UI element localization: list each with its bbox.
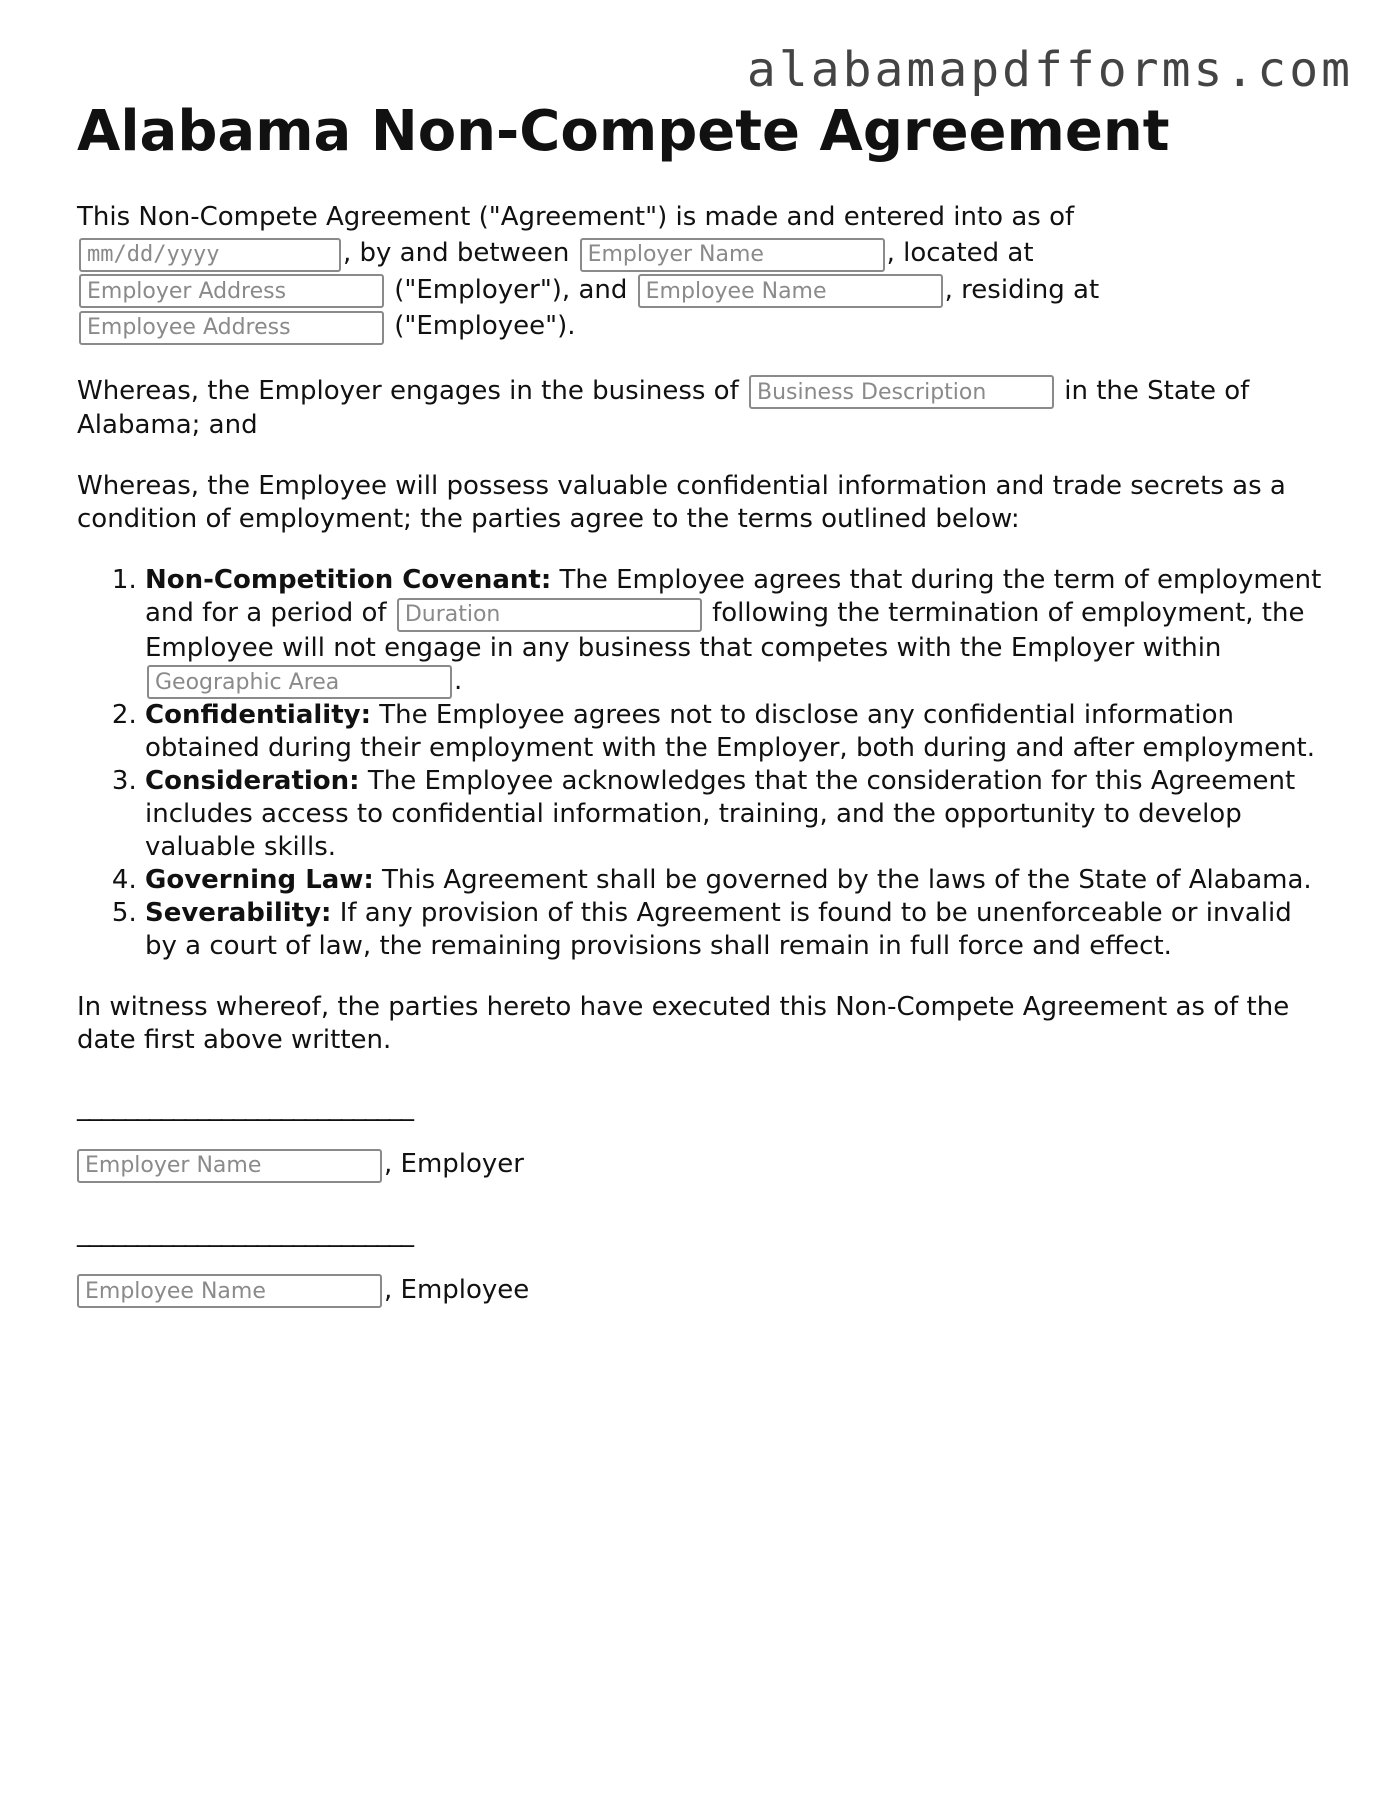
intro-text-6: ("Employee"). [394, 311, 576, 341]
whereas-employee-paragraph: Whereas, the Employee will possess valuable confidential information and trade secrets as a condition of employment; the parties agree to the terms outlined below: [77, 471, 1286, 534]
clause-text: The Employee acknowledges that the consideration for this Agreement includes access to confidential information, training, and the opportunity to develop valuable skills. [145, 766, 1296, 862]
geographic-area-input[interactable] [147, 665, 452, 699]
whereas1-text-2: in the State of Alabama; and [77, 375, 1250, 440]
business-description-input[interactable] [749, 375, 1054, 409]
employer-address-input[interactable] [79, 274, 384, 308]
site-watermark: alabamapdfforms.com [746, 42, 1353, 98]
employer-signature-row [77, 1146, 1327, 1183]
page-title: Alabama Non-Compete Agreement [77, 99, 1170, 164]
clause-non-competition [145, 564, 1327, 699]
clause-text: . [454, 665, 463, 696]
clause-confidentiality [145, 699, 1327, 765]
intro-text-3: , located at [886, 238, 1034, 268]
clause-text: The Employee agrees not to disclose any confidential information obtained during their employment with the Employer, both during and after employment. [145, 700, 1315, 763]
witness-paragraph: In witness whereof, the parties hereto have executed this Non-Compete Agreement as of the date first above written. [77, 992, 1290, 1055]
employee-signature-line: ____________________________ [77, 1217, 413, 1248]
clauses-list [77, 564, 1327, 963]
clause-text: The Employee agrees that during the term of employment and for a period of [145, 565, 1322, 628]
whereas-business-paragraph [77, 375, 1327, 443]
clause-heading: Non-Competition Covenant: [145, 565, 552, 595]
employee-address-input[interactable] [79, 311, 384, 345]
employee-signature-row [77, 1272, 1327, 1309]
clause-text: following the termination of employment, the Employee will not engage in any business that competes with the Employer within [145, 598, 1305, 663]
employer-role-label: , Employer [384, 1149, 524, 1179]
intro-paragraph [77, 199, 1327, 345]
employee-signature-name-input[interactable] [77, 1274, 382, 1308]
duration-input[interactable] [397, 598, 702, 632]
clause-governing-law [145, 864, 1327, 897]
agreement-date-input[interactable] [79, 238, 341, 272]
agreement-document [77, 98, 1327, 1308]
employer-name-input[interactable] [580, 238, 885, 272]
clause-text: If any provision of this Agreement is found to be unenforceable or invalid by a court of law, the remaining provisions shall remain in full force and effect. [145, 898, 1292, 961]
clause-heading: Confidentiality: [145, 700, 371, 730]
clause-consideration [145, 765, 1327, 864]
intro-text-5: , residing at [944, 274, 1100, 305]
clause-heading: Severability: [145, 898, 332, 928]
employee-role-label: , Employee [384, 1274, 530, 1305]
clause-heading: Consideration: [145, 766, 360, 796]
employer-signature-name-input[interactable] [77, 1149, 382, 1183]
whereas1-text-1: Whereas, the Employer engages in the business of [77, 375, 739, 406]
employer-signature-line: ____________________________ [77, 1092, 413, 1122]
intro-text-1: This Non-Compete Agreement ("Agreement") is made and entered into as of [77, 202, 1075, 232]
clause-text: This Agreement shall be governed by the laws of the State of Alabama. [382, 865, 1312, 895]
employee-name-input[interactable] [638, 274, 943, 308]
intro-text-2: , by and between [343, 238, 570, 268]
intro-text-4: ("Employer"), and [394, 274, 628, 305]
clause-severability [145, 897, 1327, 963]
clause-heading: Governing Law: [145, 865, 374, 895]
